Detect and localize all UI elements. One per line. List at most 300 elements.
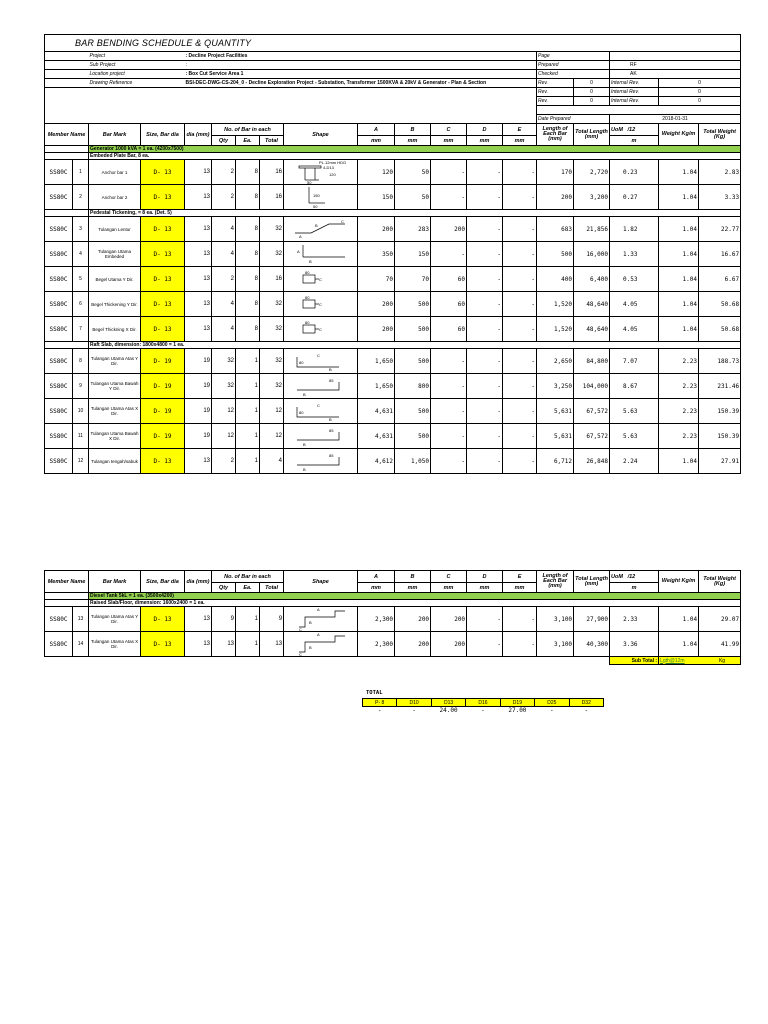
qty-cell: 4 xyxy=(212,242,236,267)
dim-a-cell: 1,650 xyxy=(358,374,395,399)
dia-cell: 13 xyxy=(185,317,212,342)
dim-b-cell: 50 xyxy=(395,185,431,210)
bar-shape-diagram xyxy=(284,292,358,317)
qty-cell: 2 xyxy=(212,185,236,210)
dim-a-cell: 200 xyxy=(358,217,395,242)
member-name-cell: SS80C xyxy=(45,349,73,374)
bar-mark-cell: Anchor bar 2 xyxy=(89,185,141,210)
svg-text:C: C xyxy=(316,353,320,358)
table-row xyxy=(45,317,741,342)
col-d-unit: mm xyxy=(467,136,503,146)
member-name-cell: SS80C xyxy=(45,185,73,210)
bar-size-cell: D- 19 xyxy=(141,399,185,424)
col2-no-of-bar: No. of Bar in each xyxy=(212,571,284,583)
internal-rev-label: Internal Rev. xyxy=(610,79,659,88)
dia-cell: 13 xyxy=(185,160,212,185)
svg-text:80: 80 xyxy=(298,360,303,365)
rev-label-2: Rev. xyxy=(537,88,574,97)
total-weight-cell: 16.67 xyxy=(699,242,741,267)
member-name-cell: SS80C xyxy=(45,374,73,399)
col-total-length: Total Length (mm) xyxy=(574,124,610,146)
total-length-cell: 67,572 xyxy=(574,399,610,424)
internal-rev-value-3: 0 xyxy=(659,97,741,106)
total-bars-cell: 16 xyxy=(260,267,284,292)
dia-cell: 19 xyxy=(185,349,212,374)
dim-e-cell: - xyxy=(503,632,537,657)
bar-size-cell: D- 19 xyxy=(141,424,185,449)
member-name-cell: SS80C xyxy=(45,607,73,632)
ea-cell: 8 xyxy=(236,292,260,317)
weight-cell: 1.04 xyxy=(659,242,699,267)
col2-e: E xyxy=(503,571,537,583)
location-label: Location project xyxy=(89,70,185,79)
ea-cell: 1 xyxy=(236,399,260,424)
total-length-cell: 48,640 xyxy=(574,317,610,342)
col2-c: C xyxy=(431,571,467,583)
col2-a-unit: mm xyxy=(358,583,395,593)
dim-b-cell: 283 xyxy=(395,217,431,242)
dim-d-cell: - xyxy=(467,399,503,424)
section-embeded: Embeded Plate Bar, 8 ea. xyxy=(89,153,741,160)
dim-e-cell: - xyxy=(503,424,537,449)
total-value-cell: - xyxy=(550,707,554,715)
section-generator: Generator 1000 kVA = 1 ea. (4200x7500) xyxy=(89,146,741,153)
dia-cell: 13 xyxy=(185,242,212,267)
col-c: C xyxy=(431,124,467,136)
total-head-cell: D32 xyxy=(569,699,603,707)
bar-index-cell: 11 xyxy=(73,424,89,449)
total-length-cell: 6,400 xyxy=(574,267,610,292)
total-length-cell: 3,200 xyxy=(574,185,610,210)
qty-cell: 13 xyxy=(212,632,236,657)
col2-weight: Weight Kg/m xyxy=(659,571,699,593)
total-head-cell: D13 xyxy=(431,699,465,707)
qty-cell: 2 xyxy=(212,160,236,185)
qty-cell: 9 xyxy=(212,607,236,632)
dim-c-cell: - xyxy=(431,185,467,210)
total-head-cell: D19 xyxy=(500,699,534,707)
dim-c-cell: 60 xyxy=(431,292,467,317)
uom-blank-cell xyxy=(639,292,659,317)
col2-member-name: Member Name xyxy=(45,571,89,593)
total-weight-cell: 3.33 xyxy=(699,185,741,210)
length-each-cell: 2,650 xyxy=(537,349,574,374)
uom-cell: 4.05 xyxy=(610,292,639,317)
weight-cell: 2.23 xyxy=(659,399,699,424)
bar-mark-cell: Begel Utama Y Dir. xyxy=(89,267,141,292)
weight-cell: 1.04 xyxy=(659,217,699,242)
svg-text:150: 150 xyxy=(312,193,320,198)
col-d: D xyxy=(467,124,503,136)
uom-cell: 3.36 xyxy=(610,632,639,657)
col2-total: Total xyxy=(260,583,284,593)
length-each-cell: 1,520 xyxy=(537,317,574,342)
svg-text:C: C xyxy=(316,403,320,408)
rev-value-2: 0 xyxy=(574,88,610,97)
total-bars-cell: 13 xyxy=(260,632,284,657)
total-length-cell: 21,856 xyxy=(574,217,610,242)
bar-bending-schedule-sheet xyxy=(44,34,740,715)
col-no-of-bar: No. of Bar in each xyxy=(212,124,284,136)
prepared-label: Prepared xyxy=(537,61,610,70)
bar-shape-diagram xyxy=(284,242,358,267)
dim-b-cell: 500 xyxy=(395,349,431,374)
dim-a-cell: 200 xyxy=(358,317,395,342)
total-head-cell: D25 xyxy=(535,699,569,707)
subtotal-label: Sub Total : xyxy=(610,657,659,665)
dim-c-cell: - xyxy=(431,242,467,267)
svg-text:50: 50 xyxy=(312,204,317,209)
qty-cell: 12 xyxy=(212,399,236,424)
svg-text:50: 50 xyxy=(306,180,311,184)
project-label: Project xyxy=(89,52,185,61)
bar-shape-diagram xyxy=(284,374,358,399)
member-name-cell: SS80C xyxy=(45,160,73,185)
col2-total-weight: Total Weight (Kg) xyxy=(699,571,741,593)
uom-cell: 1.82 xyxy=(610,217,639,242)
uom-cell: 2.33 xyxy=(610,607,639,632)
bar-size-cell: D- 19 xyxy=(141,374,185,399)
uom-blank-cell xyxy=(639,374,659,399)
total-head-cell: D16 xyxy=(466,699,500,707)
table-row xyxy=(45,349,741,374)
dim-a-cell: 70 xyxy=(358,267,395,292)
col-ea: Ea. xyxy=(236,136,260,146)
bar-mark-cell: Tulangan Lentur xyxy=(89,217,141,242)
member-name-cell: SS80C xyxy=(45,424,73,449)
qty-cell: 2 xyxy=(212,267,236,292)
length-each-cell: 5,631 xyxy=(537,424,574,449)
length-each-cell: 500 xyxy=(537,242,574,267)
dia-cell: 13 xyxy=(185,267,212,292)
uom-blank-cell xyxy=(639,160,659,185)
length-each-cell: 1,520 xyxy=(537,292,574,317)
drawing-value: BSI-DEC-DWG-CS-204_0 - Decline Exploration Project - Substation, Transformer 1500KVA & 20kV & Generator - Plan & Section xyxy=(185,79,537,88)
col2-ea: Ea. xyxy=(236,583,260,593)
uom-cell: 2.24 xyxy=(610,449,639,474)
checked-label: Checked xyxy=(537,70,610,79)
col-c-unit: mm xyxy=(431,136,467,146)
svg-text:B: B xyxy=(308,259,312,264)
dia-cell: 13 xyxy=(185,607,212,632)
bar-size-cell: D- 13 xyxy=(141,317,185,342)
length-each-cell: 400 xyxy=(537,267,574,292)
bar-shape-diagram xyxy=(284,449,358,474)
svg-text:B: B xyxy=(308,645,312,650)
dim-e-cell: - xyxy=(503,607,537,632)
total-bars-cell: 12 xyxy=(260,399,284,424)
bar-shape-diagram xyxy=(284,317,358,342)
bar-mark-cell: Tulangan Utama Atas Y Dir. xyxy=(89,607,141,632)
svg-text:B: B xyxy=(328,367,332,371)
col-shape: Shape xyxy=(284,124,358,146)
uom-cell: 5.63 xyxy=(610,424,639,449)
total-table xyxy=(362,698,604,715)
bar-index-cell: 8 xyxy=(73,349,89,374)
col-e: E xyxy=(503,124,537,136)
dim-e-cell: - xyxy=(503,374,537,399)
bar-index-cell: 13 xyxy=(73,607,89,632)
bar-mark-cell: Anchor bar 1 xyxy=(89,160,141,185)
total-length-cell: 2,720 xyxy=(574,160,610,185)
uom-cell: 5.63 xyxy=(610,399,639,424)
dia-cell: 13 xyxy=(185,217,212,242)
dim-c-cell: - xyxy=(431,399,467,424)
bar-index-cell: 2 xyxy=(73,185,89,210)
svg-text:C: C xyxy=(298,652,302,656)
qty-cell: 32 xyxy=(212,374,236,399)
prepared-value: RF xyxy=(610,61,741,70)
subtotal-values: Lgth@12m Kg xyxy=(659,657,741,665)
bar-size-cell: D- 19 xyxy=(141,349,185,374)
bar-size-cell: D- 13 xyxy=(141,292,185,317)
dim-d-cell: - xyxy=(467,160,503,185)
uom-blank-cell xyxy=(639,607,659,632)
col-uom-unit: m xyxy=(610,136,659,146)
total-length-cell: 67,572 xyxy=(574,424,610,449)
col2-size: Size, Bar dia xyxy=(141,571,185,593)
dim-a-cell: 150 xyxy=(358,185,395,210)
svg-text:C: C xyxy=(340,219,344,224)
total-bars-cell: 32 xyxy=(260,292,284,317)
table-row xyxy=(45,374,741,399)
weight-cell: 2.23 xyxy=(659,374,699,399)
col2-a: A xyxy=(358,571,395,583)
qty-cell: 4 xyxy=(212,317,236,342)
bar-mark-cell: Begel Thickening Y Dir. xyxy=(89,292,141,317)
section-diesel: Diesel Tank 5kL = 1 ea. (3500x4200) xyxy=(89,593,741,600)
qty-cell: 12 xyxy=(212,424,236,449)
date-prepared-value: 2018-01-31 xyxy=(610,115,741,124)
svg-text:120: 120 xyxy=(328,172,336,177)
bar-shape-diagram xyxy=(284,217,358,242)
total-head-cell: P- 8 xyxy=(363,699,397,707)
col2-shape: Shape xyxy=(284,571,358,593)
svg-text:85: 85 xyxy=(328,453,333,458)
table-row xyxy=(45,449,741,474)
col-total: Total xyxy=(260,136,284,146)
dim-a-cell: 350 xyxy=(358,242,395,267)
uom-blank-cell xyxy=(639,242,659,267)
dim-a-cell: 4,631 xyxy=(358,399,395,424)
table-row xyxy=(45,424,741,449)
table-row xyxy=(45,217,741,242)
location-value: : Box Cut Service Area 1 xyxy=(185,70,537,79)
total-weight-cell: 27.91 xyxy=(699,449,741,474)
bar-mark-cell: Tulangan tengah/sabuk xyxy=(89,449,141,474)
section-raft: Raft Slab, dimension: 1800x4800 = 1 ea. xyxy=(89,342,741,349)
total-weight-cell: 22.77 xyxy=(699,217,741,242)
total-value-cell: - xyxy=(412,707,416,715)
total-length-cell: 27,900 xyxy=(574,607,610,632)
total-weight-cell: 50.68 xyxy=(699,292,741,317)
col-size: Size, Bar dia xyxy=(141,124,185,146)
dim-d-cell: - xyxy=(467,267,503,292)
svg-text:85: 85 xyxy=(328,378,333,383)
dim-e-cell: - xyxy=(503,399,537,424)
member-name-cell: SS80C xyxy=(45,449,73,474)
total-bars-cell: 12 xyxy=(260,424,284,449)
bar-shape-diagram xyxy=(284,185,358,210)
dim-b-cell: 500 xyxy=(395,292,431,317)
dim-d-cell: - xyxy=(467,449,503,474)
bar-shape-diagram xyxy=(284,607,358,632)
bar-mark-cell: Tulangan Utama Atas Y Dir. xyxy=(89,349,141,374)
total-value-cell: 27.00 xyxy=(508,707,527,715)
col2-bar-mark: Bar Mark xyxy=(89,571,141,593)
internal-rev-value: 0 xyxy=(659,79,741,88)
bar-shape-diagram xyxy=(284,160,358,185)
dim-e-cell: - xyxy=(503,160,537,185)
dim-c-cell: - xyxy=(431,424,467,449)
uom-cell: 1.33 xyxy=(610,242,639,267)
dim-d-cell: - xyxy=(467,374,503,399)
bar-size-cell: D- 13 xyxy=(141,160,185,185)
qty-cell: 4 xyxy=(212,292,236,317)
total-length-cell: 16,000 xyxy=(574,242,610,267)
uom-blank-cell xyxy=(639,449,659,474)
total-bars-cell: 32 xyxy=(260,242,284,267)
member-name-cell: SS80C xyxy=(45,632,73,657)
svg-text:80: 80 xyxy=(304,270,309,275)
dim-b-cell: 70 xyxy=(395,267,431,292)
total-weight-cell: 50.68 xyxy=(699,317,741,342)
total-weight-cell: 150.39 xyxy=(699,399,741,424)
svg-text:C: C xyxy=(318,327,322,332)
member-name-cell: SS80C xyxy=(45,292,73,317)
internal-rev-label-2: Internal Rev. xyxy=(610,88,659,97)
length-each-cell: 3,100 xyxy=(537,607,574,632)
dim-d-cell: - xyxy=(467,217,503,242)
col-total-weight: Total Weight (Kg) xyxy=(699,124,741,146)
weight-cell: 1.04 xyxy=(659,160,699,185)
col2-total-length: Total Length (mm) xyxy=(574,571,610,593)
col2-uom: UoM /12 xyxy=(610,571,659,583)
uom-cell: 0.27 xyxy=(610,185,639,210)
section-pedestal: Pedestal Tickening, = 8 ea. (Det. 5) xyxy=(89,210,741,217)
dim-e-cell: - xyxy=(503,349,537,374)
dim-e-cell: - xyxy=(503,292,537,317)
uom-blank-cell xyxy=(639,267,659,292)
total-bars-cell: 32 xyxy=(260,374,284,399)
uom-blank-cell xyxy=(639,317,659,342)
bar-index-cell: 5 xyxy=(73,267,89,292)
col-b: B xyxy=(395,124,431,136)
dim-e-cell: - xyxy=(503,217,537,242)
member-name-cell: SS80C xyxy=(45,399,73,424)
col-uom: UoM /12 xyxy=(610,124,659,136)
svg-text:B: B xyxy=(308,620,312,625)
col-qty: Qty xyxy=(212,136,236,146)
dim-b-cell: 500 xyxy=(395,317,431,342)
total-value-cell: 24.00 xyxy=(439,707,458,715)
bar-index-cell: 4 xyxy=(73,242,89,267)
date-prepared-label: Date Prepared xyxy=(537,115,610,124)
uom-cell: 7.07 xyxy=(610,349,639,374)
weight-cell: 1.04 xyxy=(659,632,699,657)
ea-cell: 1 xyxy=(236,424,260,449)
uom-blank-cell xyxy=(639,349,659,374)
svg-text:80: 80 xyxy=(298,410,303,415)
bar-size-cell: D- 13 xyxy=(141,242,185,267)
dia-cell: 19 xyxy=(185,374,212,399)
dim-c-cell: 60 xyxy=(431,317,467,342)
col2-d-unit: mm xyxy=(467,583,503,593)
lgth-link[interactable]: Lgth@12m xyxy=(660,657,685,664)
dia-cell: 13 xyxy=(185,185,212,210)
total-weight-cell: 188.73 xyxy=(699,349,741,374)
svg-text:80: 80 xyxy=(304,320,309,325)
dim-d-cell: - xyxy=(467,185,503,210)
dim-a-cell: 120 xyxy=(358,160,395,185)
dia-cell: 13 xyxy=(185,449,212,474)
total-bars-cell: 9 xyxy=(260,607,284,632)
dim-c-cell: - xyxy=(431,449,467,474)
dim-b-cell: 800 xyxy=(395,374,431,399)
total-weight-cell: 2.83 xyxy=(699,160,741,185)
total-bars-cell: 16 xyxy=(260,185,284,210)
qty-cell: 2 xyxy=(212,449,236,474)
dim-d-cell: - xyxy=(467,317,503,342)
dim-c-cell: 200 xyxy=(431,607,467,632)
dim-a-cell: 200 xyxy=(358,292,395,317)
dim-a-cell: 4,612 xyxy=(358,449,395,474)
table-row xyxy=(45,160,741,185)
total-weight-cell: 231.46 xyxy=(699,374,741,399)
ea-cell: 8 xyxy=(236,185,260,210)
schedule-table-2 xyxy=(44,570,741,665)
col-e-unit: mm xyxy=(503,136,537,146)
svg-text:B: B xyxy=(302,467,306,471)
dim-e-cell: - xyxy=(503,267,537,292)
table-row xyxy=(45,399,741,424)
total-bars-cell: 4 xyxy=(260,449,284,474)
bar-mark-cell: Tulangan Utama Atas X Dir. xyxy=(89,399,141,424)
bar-mark-cell: Tulangan Utama Bawah Y Dir. xyxy=(89,374,141,399)
bar-size-cell: D- 13 xyxy=(141,449,185,474)
svg-text:C: C xyxy=(298,627,302,631)
dia-cell: 19 xyxy=(185,399,212,424)
length-each-cell: 200 xyxy=(537,185,574,210)
ea-cell: 8 xyxy=(236,267,260,292)
dim-d-cell: - xyxy=(467,607,503,632)
dia-cell: 19 xyxy=(185,424,212,449)
svg-text:A: A xyxy=(298,234,302,239)
ea-cell: 1 xyxy=(236,632,260,657)
dim-b-cell: 1,050 xyxy=(395,449,431,474)
member-name-cell: SS80C xyxy=(45,242,73,267)
bar-index-cell: 9 xyxy=(73,374,89,399)
bar-index-cell: 7 xyxy=(73,317,89,342)
table-row xyxy=(45,267,741,292)
table-row xyxy=(45,242,741,267)
bar-shape-diagram xyxy=(284,632,358,657)
length-each-cell: 3,250 xyxy=(537,374,574,399)
bar-mark-cell: Tulangan Utama Atas X Dir. xyxy=(89,632,141,657)
total-weight-cell: 150.39 xyxy=(699,424,741,449)
col-length-each: Length of Each Bar (mm) xyxy=(537,124,574,146)
table-row xyxy=(45,632,741,657)
schedule-table-1 xyxy=(44,34,741,474)
col-member-name: Member Name xyxy=(45,124,89,146)
col2-b: B xyxy=(395,571,431,583)
rev-label-3: Rev. xyxy=(537,97,574,106)
col2-dia: dia (mm) xyxy=(185,571,212,593)
total-weight-cell: 6.67 xyxy=(699,267,741,292)
svg-text:A: A xyxy=(296,249,300,254)
uom-blank-cell xyxy=(639,399,659,424)
bar-shape-diagram xyxy=(284,267,358,292)
